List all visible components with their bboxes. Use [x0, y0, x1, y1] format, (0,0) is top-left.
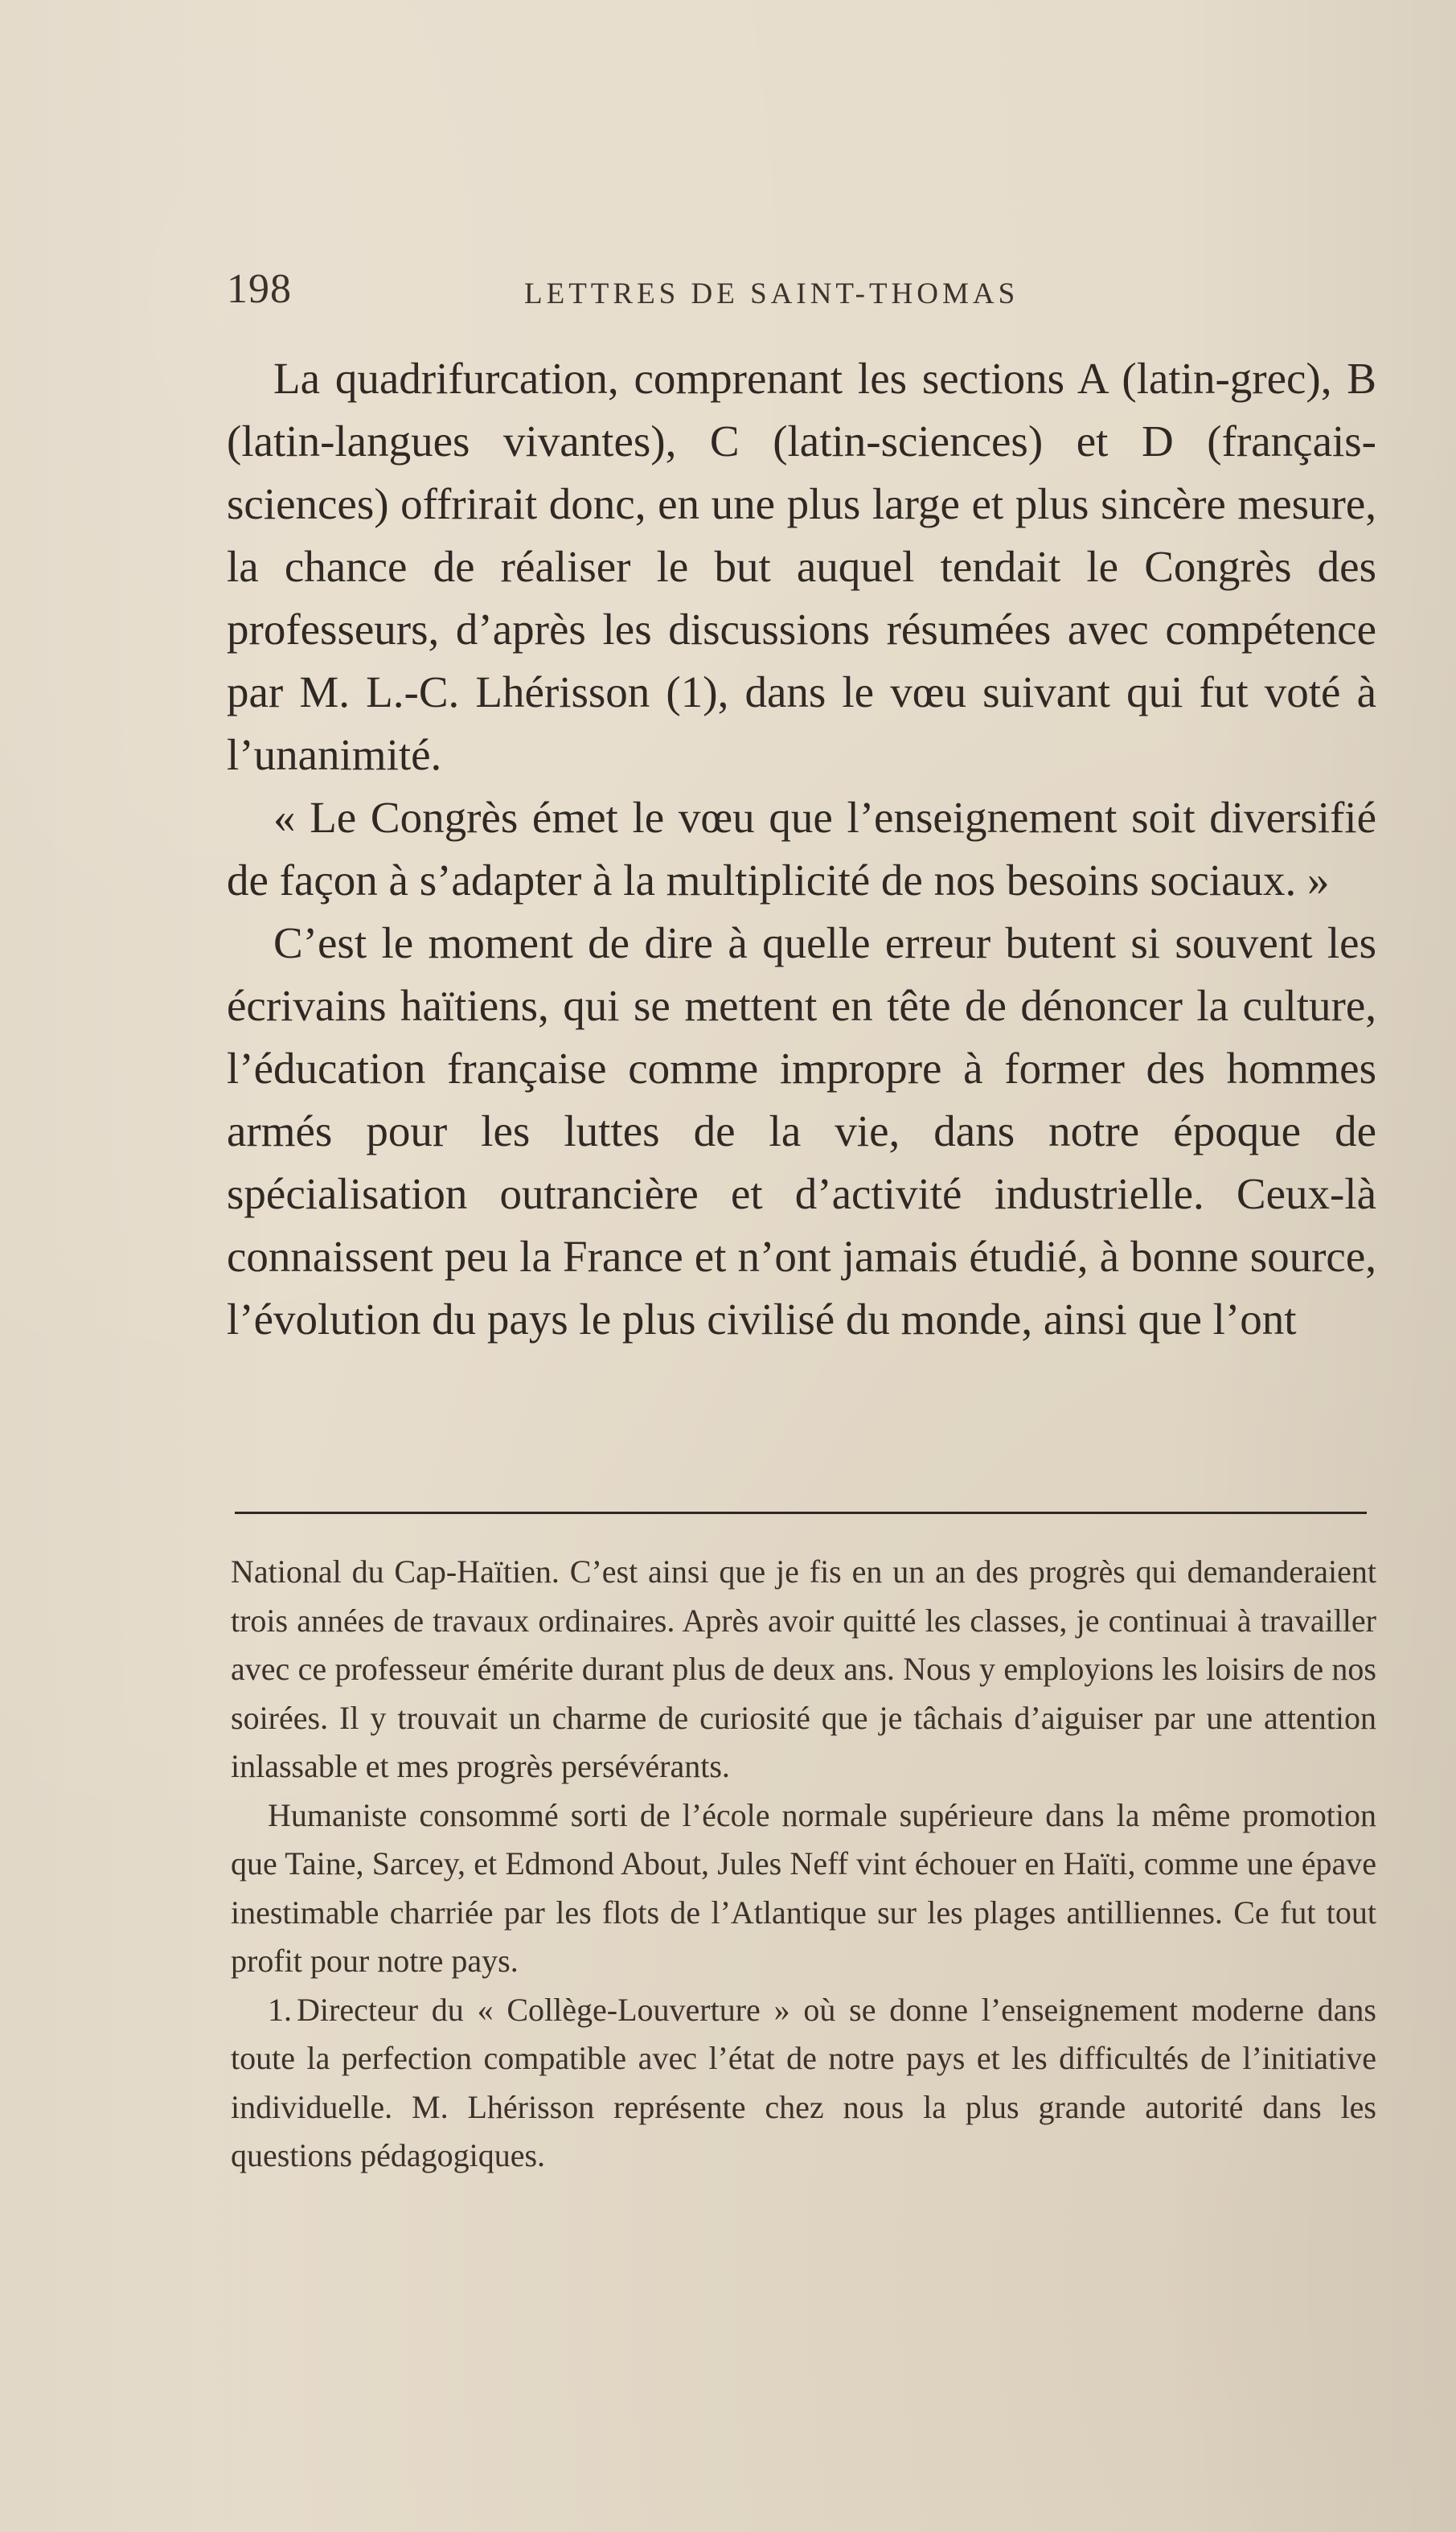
- body-paragraph: « Le Congrès émet le vœu que l’enseignement soit diversifié de façon à s’adapter à la multiplicité de nos besoins sociaux. »: [227, 793, 1376, 905]
- main-text: [227, 347, 1376, 1351]
- footnotes: [231, 1548, 1376, 2181]
- footnote-paragraph: Humaniste consommé sorti de l’école normale supérieure dans la même promotion que Taine, Sarcey, et Edmond About, Jules Neff vint échouer en Haïti, comme une épave inestimable charriée par les flots de l’Atlantique sur les plages antilliennes. Ce fut tout profit pour notre pays.: [231, 1796, 1376, 1979]
- page-header: [227, 265, 1376, 314]
- footnote-1: [231, 1986, 1376, 2181]
- running-title: LETTRES DE SAINT-THOMAS: [524, 277, 1019, 310]
- footnote-text: Directeur du « Collège-Louverture » où se donne l’enseignement moderne dans toute la perfection compatible avec l’état de notre pays et les difficultés de l’initiative individuelle. M. Lhérisson représente chez nous la plus grande autorité dans les questions pédagogiques.: [231, 1991, 1376, 2173]
- body-paragraph: C’est le moment de dire à quelle erreur butent si souvent les écrivains haïtiens, qui se mettent en tête de dénoncer la culture, l’éducation française comme impropre à former des hommes armés pour les luttes de la vie, dans notre époque de spécialisation outrancière et d’activité industrielle. Ceux-là connaissent peu la France et n’ont jamais étudié, à bonne source, l’évolution du pays le plus civilisé du monde, ainsi que l’ont: [227, 918, 1376, 1344]
- footnote-marker: 1.: [268, 1991, 292, 2028]
- footnote-continuation: National du Cap-Haïtien. C’est ainsi que je fis en un an des progrès qui demanderaient trois années de travaux ordinaires. Après avoir quitté les classes, je continuai à travailler avec ce professeur émérite durant plus de deux ans. Nous y employions les loisirs de nos soirées. Il y trouvait un charme de curiosité que je tâchais d’aiguiser par une attention inlassable et mes progrès persévérants.: [231, 1553, 1376, 1784]
- body-paragraph: La quadrifurcation, comprenant les sections A (latin-grec), B (latin-langues vivantes), C (latin-sciences) et D (français-sciences) offrirait donc, en une plus large et plus sincère mesure, la chance de réaliser le but auquel tendait le Congrès des professeurs, d’après les discussions résumées avec compétence par M. L.-C. Lhérisson (1), dans le vœu suivant qui fut voté à l’unanimité.: [227, 354, 1376, 779]
- footnote-divider: [235, 1512, 1367, 1514]
- page-number: 198: [227, 266, 292, 312]
